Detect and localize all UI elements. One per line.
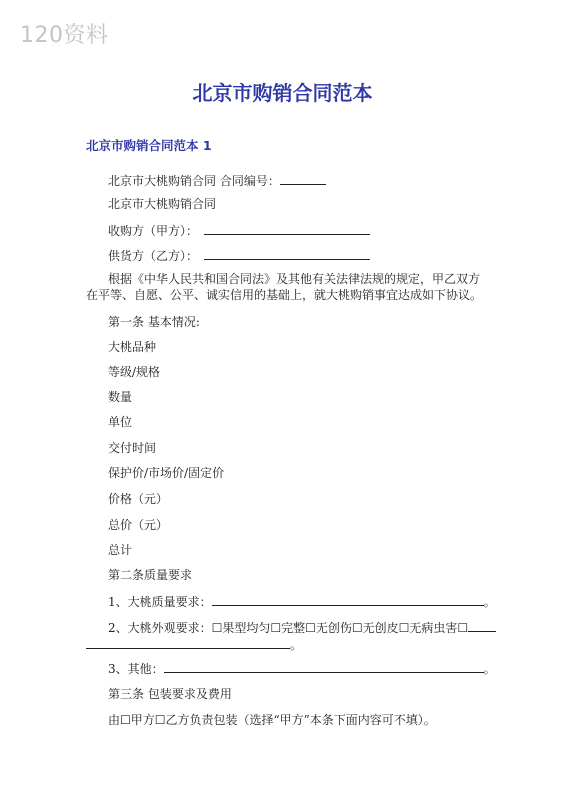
contract-number-line bbox=[108, 172, 326, 189]
buyer-blank[interactable] bbox=[204, 222, 370, 235]
item-price-type: 保护价/市场价/固定价 bbox=[108, 466, 225, 480]
supplier-blank[interactable] bbox=[204, 247, 370, 260]
other-requirement-line bbox=[108, 660, 496, 677]
appearance-period: 。 bbox=[290, 638, 303, 652]
document-title: 北京市购销合同范本 bbox=[192, 81, 373, 105]
appearance-requirement-label: 2、大桃外观要求：☐果型均匀☐完整☐无创伤☐无创皮☐无病虫害☐ bbox=[108, 621, 469, 635]
item-variety: 大桃品种 bbox=[108, 340, 157, 354]
article-3-heading: 第三条 包装要求及费用 bbox=[108, 687, 232, 701]
quality-requirement-label: 1、大桃质量要求： bbox=[108, 595, 212, 609]
appearance-requirement-blank-1[interactable] bbox=[468, 619, 496, 632]
quality-period: 。 bbox=[483, 595, 496, 609]
appearance-requirement-blank-2[interactable] bbox=[86, 636, 290, 649]
supplier-label: 供货方（乙方）： bbox=[108, 249, 199, 263]
intro-paragraph: 根据《中华人民共和国合同法》及其他有关法律法规的规定，甲乙双方在平等、自愿、公平、诚实信用的基础上，就大桃购销事宜达成如下协议。 bbox=[86, 272, 483, 302]
contract-number-label: 北京市大桃购销合同 合同编号： bbox=[108, 174, 280, 188]
quality-requirement-blank[interactable] bbox=[212, 593, 484, 606]
item-quantity: 数量 bbox=[108, 390, 133, 404]
packaging-line: 由☐甲方☐乙方负责包装（选择“甲方”本条下面内容可不填）。 bbox=[108, 713, 436, 727]
buyer-label: 收购方（甲方）： bbox=[108, 224, 199, 238]
other-requirement-label: 3、其他： bbox=[108, 662, 164, 676]
supplier-line bbox=[108, 247, 370, 264]
contract-number-blank[interactable] bbox=[280, 172, 326, 185]
article-1-heading: 第一条 基本情况: bbox=[108, 315, 200, 329]
contract-name-line: 北京市大桃购销合同 bbox=[108, 197, 217, 211]
buyer-line bbox=[108, 222, 370, 239]
item-grade: 等级/规格 bbox=[108, 365, 161, 379]
watermark-logo: 120资料 bbox=[20, 23, 109, 48]
other-period: 。 bbox=[483, 662, 496, 676]
appearance-requirement-continuation bbox=[86, 636, 302, 653]
appearance-requirement-line bbox=[108, 619, 496, 636]
item-price: 价格（元） bbox=[108, 492, 169, 506]
quality-requirement-line bbox=[108, 593, 496, 610]
item-unit: 单位 bbox=[108, 415, 133, 429]
item-delivery-time: 交付时间 bbox=[108, 441, 157, 455]
other-requirement-blank[interactable] bbox=[164, 660, 484, 673]
item-sum: 总计 bbox=[108, 543, 133, 557]
article-2-heading: 第二条质量要求 bbox=[108, 568, 193, 582]
section-heading: 北京市购销合同范本 1 bbox=[86, 138, 212, 153]
item-total-price: 总价（元） bbox=[108, 518, 169, 532]
